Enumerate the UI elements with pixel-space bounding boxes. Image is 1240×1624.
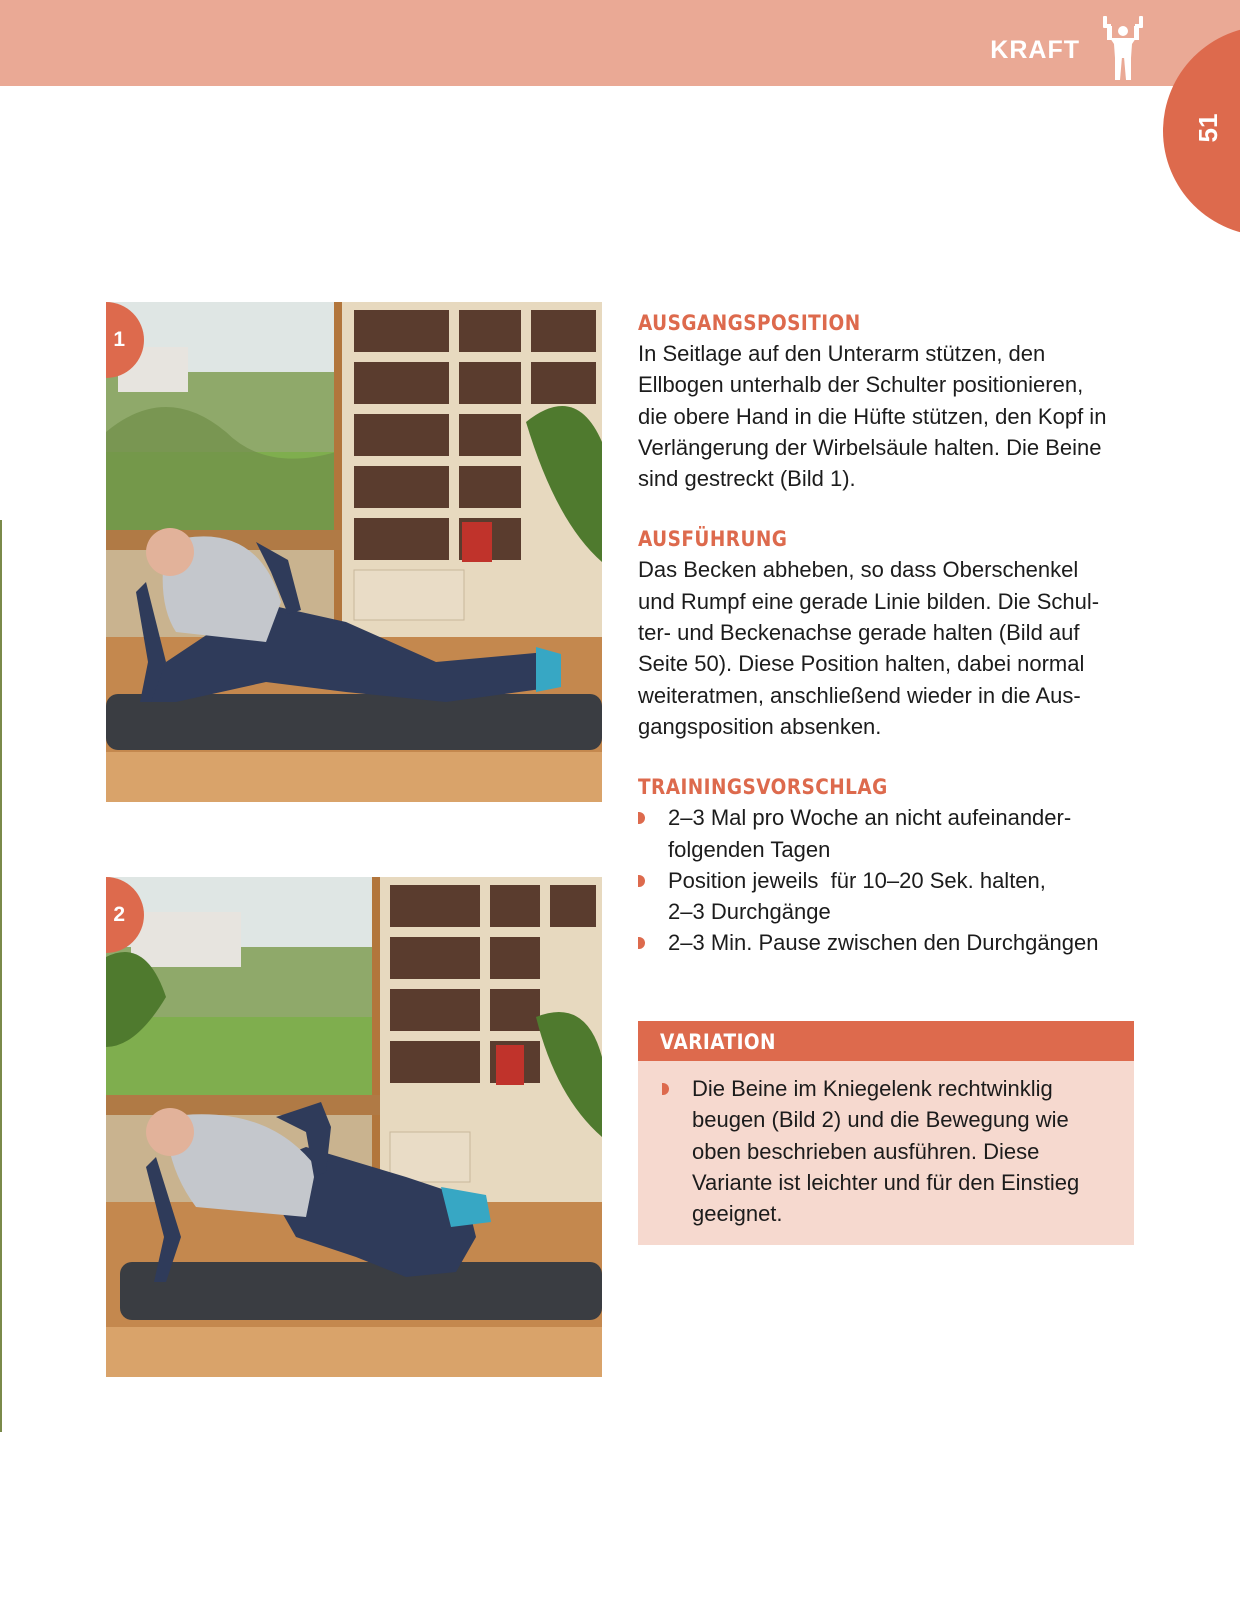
strength-figure-icon [1101, 14, 1145, 80]
photo-badge-1: 1 [106, 302, 144, 378]
text-line: Position jeweils für 10–20 Sek. halten, [668, 867, 1046, 893]
list-item [638, 802, 1138, 865]
list-item [638, 927, 1138, 958]
text-line: gangsposition absenken. [638, 713, 882, 739]
heading-variation: VARIATION [660, 1030, 776, 1054]
photo-badge-2: 2 [106, 877, 144, 953]
text-line: 2–3 Min. Pause zwischen den Durchgängen [668, 930, 1099, 956]
text-line: beugen (Bild 2) und die Bewegung wie [692, 1107, 1069, 1133]
text-line: oben beschrieben ausführen. Diese [692, 1138, 1040, 1164]
text-line: die obere Hand in die Hüfte stützen, den Kopf in [638, 403, 1107, 429]
text-line: folgenden Tagen [668, 836, 831, 862]
text-line: 2–3 Mal pro Woche an nicht aufeinander- [668, 805, 1072, 831]
exercise-photo-1 [106, 302, 602, 802]
bullet-icon [662, 1083, 669, 1095]
text-line: und Rumpf eine gerade Linie bilden. Die Schul- [638, 588, 1100, 614]
side-plank-forearm-photo [106, 302, 602, 802]
text-line: 2–3 Durchgänge [668, 899, 831, 925]
variation-box [638, 1021, 1134, 1245]
variation-list [662, 1073, 1110, 1229]
exercise-photo-2 [106, 877, 602, 1377]
text-line: Verlängerung der Wirbelsäule halten. Die Beine [638, 434, 1102, 460]
page-edge-rule [0, 520, 2, 1432]
bullet-icon [638, 937, 645, 949]
text-line: sind gestreckt (Bild 1). [638, 466, 856, 492]
section-label: KRAFT [990, 36, 1080, 64]
side-plank-bent-knees-photo [106, 877, 602, 1377]
text-line: Die Beine im Kniegelenk rechtwinklig [692, 1076, 1053, 1101]
list-item [638, 865, 1138, 928]
heading-ausfuehrung: AUSFÜHRUNG [638, 527, 788, 552]
list-item [662, 1073, 1110, 1229]
text-line: In Seitlage auf den Unterarm stützen, den [638, 341, 1046, 366]
bullet-icon [638, 812, 645, 824]
section-ausgangsposition [638, 308, 1138, 494]
page-number: 51 [1192, 113, 1223, 143]
text-line: geeignet. [692, 1201, 783, 1227]
section-ausfuehrung [638, 524, 1138, 742]
text-line: ter- und Beckenachse gerade halten (Bild auf [638, 620, 1080, 646]
text-column [638, 308, 1138, 959]
section-trainingsvorschlag [638, 772, 1138, 958]
bullet-icon [638, 875, 645, 887]
heading-ausgangsposition: AUSGANGSPOSITION [638, 311, 861, 335]
paragraph-ausfuehrung [638, 554, 1138, 742]
heading-trainingsvorschlag: TRAININGSVORSCHLAG [638, 775, 888, 800]
variation-header [638, 1021, 1134, 1061]
text-line: weiteratmen, anschließend wieder in die Aus- [638, 682, 1081, 708]
paragraph-ausgangsposition [638, 338, 1138, 494]
training-list [638, 802, 1138, 958]
text-line: Das Becken abheben, so dass Oberschenkel [638, 557, 1079, 583]
text-line: Variante ist leichter und für den Einstieg [692, 1169, 1080, 1195]
text-line: Ellbogen unterhalb der Schulter positionieren, [638, 372, 1084, 398]
variation-body [638, 1061, 1134, 1229]
text-line: Seite 50). Diese Position halten, dabei normal [638, 651, 1085, 677]
